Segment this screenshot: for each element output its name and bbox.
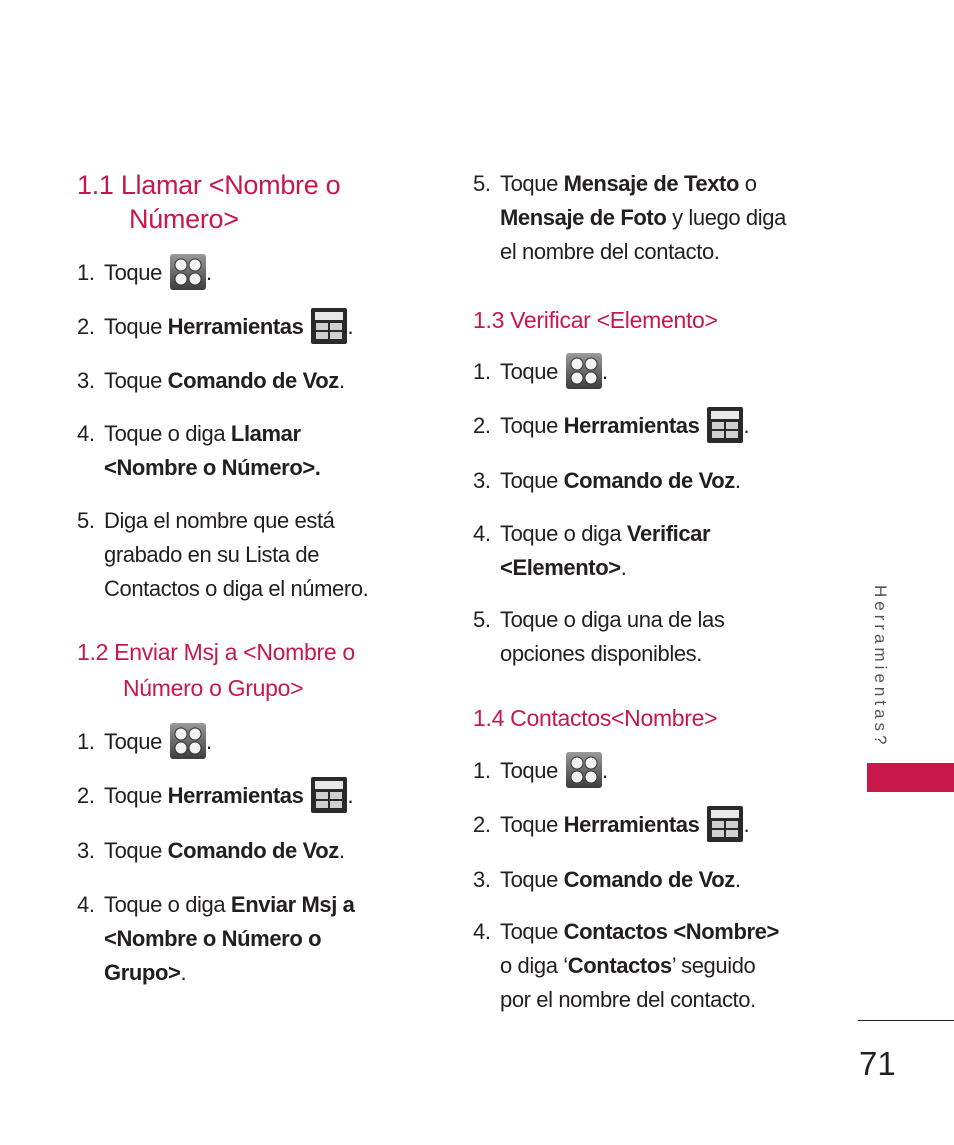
side-tab-marker xyxy=(867,763,954,792)
menu-grid-icon xyxy=(566,353,602,389)
step-1-3-3: 3. Toque Comando de Voz. xyxy=(473,468,741,493)
tools-calculator-icon xyxy=(707,806,743,842)
step-1-3-1: 1. Toque . xyxy=(473,355,608,389)
tools-calculator-icon xyxy=(707,407,743,443)
step-1-1-5: 5. Diga el nombre que está grabado en su Lista de Contactos o diga el número. xyxy=(77,508,369,601)
section-heading-1-2: 1.2 Enviar Msj a <Nombre o Número o Grupo> xyxy=(77,639,355,701)
tools-calculator-icon xyxy=(311,777,347,813)
step-1-2-5: 5. Toque Mensaje de Texto o Mensaje de Foto y luego diga el nombre del contacto. xyxy=(473,171,786,264)
step-1-4-1: 1. Toque . xyxy=(473,754,608,788)
page-number: 71 xyxy=(859,1045,896,1082)
step-1-1-1: 1. Toque . xyxy=(77,256,212,290)
step-1-3-2: 2. Toque Herramientas . xyxy=(473,409,749,443)
footer-rule xyxy=(858,1020,954,1021)
step-1-3-4: 4. Toque o diga Verificar <Elemento>. xyxy=(473,521,711,580)
step-1-1-4: 4. Toque o diga Llamar <Nombre o Número>. xyxy=(77,421,321,480)
tools-calculator-icon xyxy=(311,308,347,344)
step-1-2-1: 1. Toque . xyxy=(77,725,212,759)
step-1-1-3: 3. Toque Comando de Voz. xyxy=(77,368,345,393)
step-1-2-3: 3. Toque Comando de Voz. xyxy=(77,838,345,863)
step-1-1-2: 2. Toque Herramientas . xyxy=(77,310,353,344)
step-1-2-2: 2. Toque Herramientas . xyxy=(77,779,353,813)
step-1-4-3: 3. Toque Comando de Voz. xyxy=(473,867,741,892)
side-tab-label: Herramientas? xyxy=(871,585,890,749)
menu-grid-icon xyxy=(566,752,602,788)
step-1-4-2: 2. Toque Herramientas . xyxy=(473,808,749,842)
step-1-2-4: 4. Toque o diga Enviar Msj a <Nombre o Número o Grupo>. xyxy=(77,892,355,985)
section-heading-1-4: 1.4 Contactos<Nombre> xyxy=(473,705,718,731)
section-heading-1-3: 1.3 Verificar <Elemento> xyxy=(473,307,718,333)
menu-grid-icon xyxy=(170,254,206,290)
menu-grid-icon xyxy=(170,723,206,759)
step-1-4-4: 4. Toque Contactos <Nombre> o diga ‘Contactos’ seguido por el nombre del contacto. xyxy=(473,919,779,1012)
step-1-3-5: 5. Toque o diga una de las opciones disponibles. xyxy=(473,607,725,666)
section-heading-1-1: 1.1 Llamar <Nombre o Número> xyxy=(77,170,341,234)
